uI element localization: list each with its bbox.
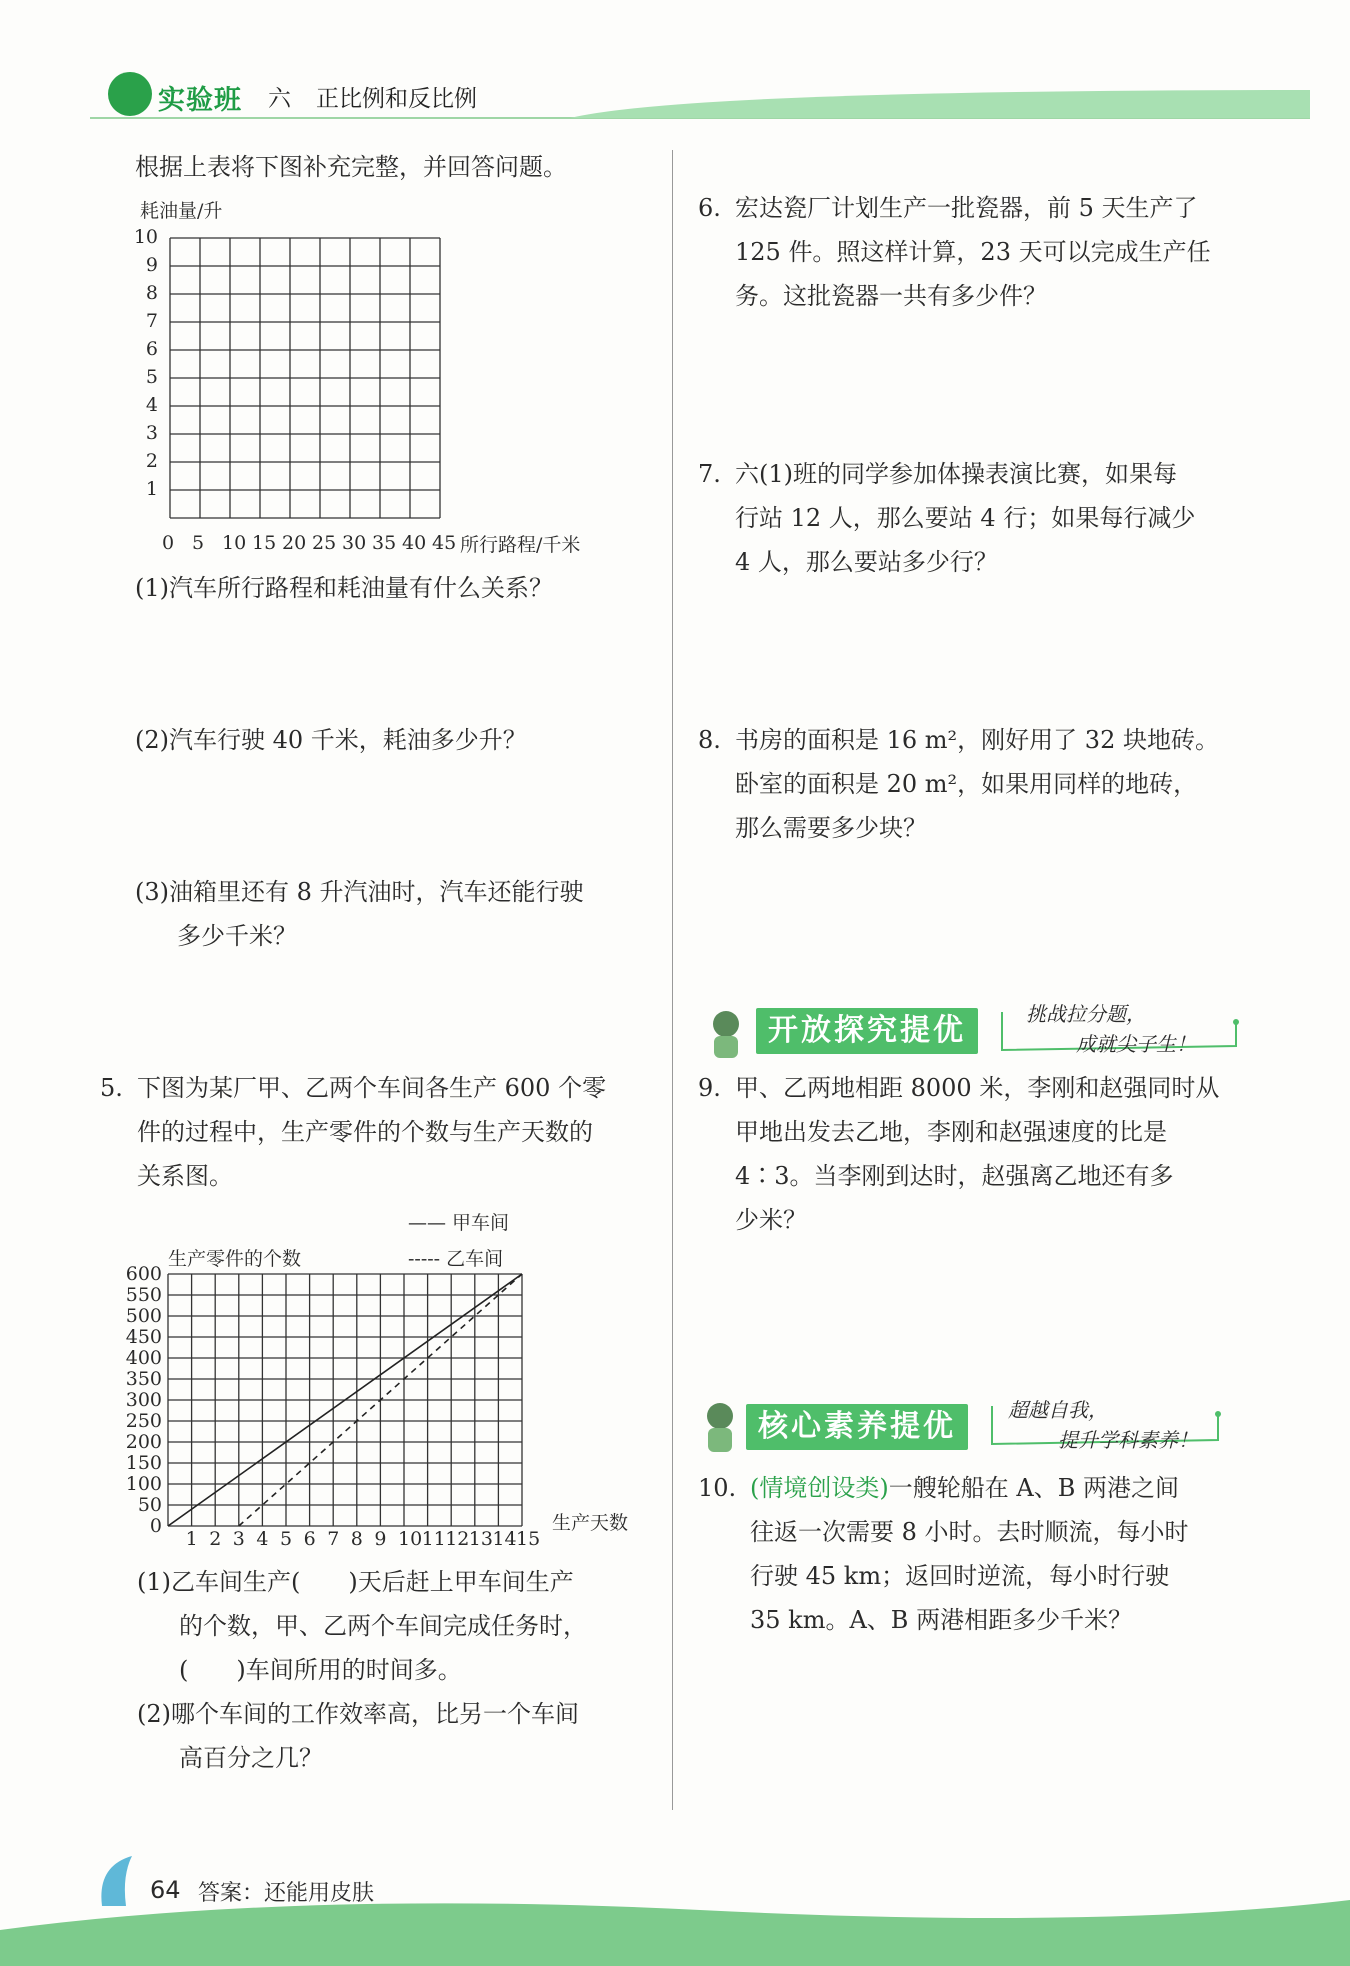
question-6-line1: 宏达瓷厂计划生产一批瓷器，前 5 天生产了 [735,194,1198,222]
intro-text: 根据上表将下图补充完整，并回答问题。 [135,153,567,181]
chart2-xtick-label: 15 [516,1528,541,1550]
banner-open-inquiry: 开放探究提优 [756,1008,978,1054]
chart1-xtick-label: 25 [312,532,337,554]
chart2-ytick-label: 100 [125,1473,162,1495]
question-6-line3: 务。这批瓷器一共有多少件？ [735,282,1047,310]
chart2-ytick-label: 600 [125,1263,162,1285]
chart2-ytick-label: 300 [125,1389,162,1411]
column-divider [672,150,673,1810]
chart2-xtick-label: 11 [421,1528,446,1550]
question-7-line2: 行站 12 人，那么要站 4 行；如果每行减少 [735,504,1196,532]
question-10-line3: 行驶 45 km；返回时逆流，每小时行驶 [750,1562,1170,1590]
question-10-number: 10. [698,1474,737,1502]
chart2-xtick-label: 6 [303,1528,316,1550]
mascot-icon [694,1398,752,1456]
chart2-xtick-label: 8 [350,1528,363,1550]
question-5-1-line3: ( )车间所用的时间多。 [179,1656,462,1684]
chart2-plot [166,1272,542,1536]
question-7-line1: 六(1)班的同学参加体操表演比赛，如果每 [735,460,1177,488]
chart1-grid [168,236,450,532]
chart2-ylabel: 生产零件的个数 [168,1248,302,1270]
banner-open-inquiry-note1: 挑战拉分题， [1026,1002,1146,1026]
question-5-1-line1: (1)乙车间生产( )天后赶上甲车间生产 [137,1568,574,1596]
leaf-logo-icon [108,72,152,116]
chart2-ytick-label: 350 [125,1368,162,1390]
chart2-ytick-label: 0 [149,1515,162,1537]
chart1-ytick-label: 6 [145,338,158,360]
chart1-ytick-label: 4 [145,394,158,416]
chart2-xtick-label: 2 [209,1528,222,1550]
chart1-ylabel: 耗油量/升 [140,200,223,222]
chart1-ytick-label: 9 [145,254,158,276]
chart1-ytick-label: 10 [133,226,158,248]
chart1-xtick-label: 35 [372,532,397,554]
chart2-xtick-label: 12 [445,1528,470,1550]
question-7-number: 7. [698,460,721,488]
chart1-ytick-label: 7 [145,310,158,332]
question-9-line1: 甲、乙两地相距 8000 米，李刚和赵强同时从 [735,1074,1220,1102]
question-8-line2: 卧室的面积是 20 m²，如果用同样的地砖， [735,770,1198,798]
question-5-line1: 下图为某厂甲、乙两个车间各生产 600 个零 [137,1074,607,1102]
chart2-xtick-label: 9 [374,1528,387,1550]
banner-open-inquiry-note2: 成就尖子生！ [1076,1032,1196,1056]
question-4-3-line2: 多少千米？ [177,922,297,950]
question-10-line1 [750,1466,1179,1510]
question-8-line1: 书房的面积是 16 m²，刚好用了 32 块地砖。 [735,726,1219,754]
question-5-line3: 关系图。 [137,1162,233,1190]
question-7-line3: 4 人，那么要站多少行？ [735,548,998,576]
chart1-xtick-label: 45 [432,532,457,554]
banner-core-literacy: 核心素养提优 [746,1404,968,1450]
chart2-ytick-label: 500 [125,1305,162,1327]
chapter-title: 正比例和反比例 [316,86,477,112]
chart2-xtick-label: 7 [327,1528,340,1550]
question-6-number: 6. [698,194,721,222]
brand-title: 实验班 [158,85,242,116]
chart1-xtick-label: 30 [342,532,367,554]
chart2-xtick-label: 10 [398,1528,423,1550]
question-10-line2: 往返一次需要 8 小时。去时顺流，每小时 [750,1518,1189,1546]
question-9-line3: 4∶3。当李刚到达时，赵强离乙地还有多 [735,1162,1174,1190]
question-10-line4: 35 km。A、B 两港相距多少千米？ [750,1606,1133,1634]
question-10-category-tag: (情境创设类) [750,1474,889,1502]
question-9-line4: 少米？ [735,1206,807,1234]
chart1-ytick-label: 8 [145,282,158,304]
question-8-line3: 那么需要多少块？ [735,814,927,842]
question-5-number: 5. [100,1074,123,1102]
answer-note: 答案：还能用皮肤 [198,1881,375,1906]
banner-core-literacy-note1: 超越自我， [1008,1398,1108,1422]
chart2-ytick-label: 450 [125,1326,162,1348]
chart1-ytick-label: 3 [145,422,158,444]
question-9-number: 9. [698,1074,721,1102]
chart2-ytick-label: 550 [125,1284,162,1306]
chart2-ytick-label: 250 [125,1410,162,1432]
chart2-ytick-label: 150 [125,1452,162,1474]
question-5-2-line2: 高百分之几？ [179,1744,323,1772]
question-5-2-line1: (2)哪个车间的工作效率高，比另一个车间 [137,1700,579,1728]
chart2-ytick-label: 400 [125,1347,162,1369]
chart1-xtick-label: 0 [162,532,175,554]
question-4-3-line1: (3)油箱里还有 8 升汽油时，汽车还能行驶 [135,878,584,906]
question-4-2: (2)汽车行驶 40 千米，耗油多少升？ [135,726,527,754]
dolphin-mascot-icon [92,1846,152,1926]
chart2-legend-yi: ----- 乙车间 [408,1248,504,1270]
chart1-ytick-label: 5 [145,366,158,388]
chart2-legend-jia: —— 甲车间 [408,1212,510,1234]
question-9-line2: 甲地出发去乙地，李刚和赵强速度的比是 [735,1118,1167,1146]
chart1-xtick-label: 15 [252,532,277,554]
chart2-ytick-label: 200 [125,1431,162,1453]
question-10-line1-text: 一艘轮船在 A、B 两港之间 [888,1474,1179,1502]
banner-core-literacy-note2: 提升学科素养！ [1058,1428,1198,1452]
chart1-xlabel: 所行路程/千米 [460,534,581,556]
question-8-number: 8. [698,726,721,754]
chart2-xtick-label: 3 [232,1528,245,1550]
chart1-xtick-label: 10 [222,532,247,554]
chart1-xtick-label: 40 [402,532,427,554]
chart2-xtick-label: 4 [256,1528,269,1550]
question-6-line2: 125 件。照这样计算，23 天可以完成生产任 [735,238,1211,266]
chart2-xtick-label: 14 [492,1528,517,1550]
mascot-icon [700,1006,758,1062]
question-5-1-line2: 的个数，甲、乙两个车间完成任务时， [179,1612,587,1640]
chart1-ytick-label: 2 [145,450,158,472]
chart2-xtick-label: 1 [185,1528,198,1550]
chapter-number: 六 [268,86,291,112]
chart2-ytick-label: 50 [137,1494,162,1516]
chart2-xlabel: 生产天数 [552,1512,629,1534]
page-number: 64 [150,1876,181,1904]
chart2-xtick-label: 13 [468,1528,493,1550]
chart1-ytick-label: 1 [145,478,158,500]
chart1-xtick-label: 5 [192,532,205,554]
chart2-xtick-label: 5 [280,1528,293,1550]
question-4-1: (1)汽车所行路程和耗油量有什么关系？ [135,574,553,602]
question-5-line2: 件的过程中，生产零件的个数与生产天数的 [137,1118,593,1146]
chart1-xtick-label: 20 [282,532,307,554]
